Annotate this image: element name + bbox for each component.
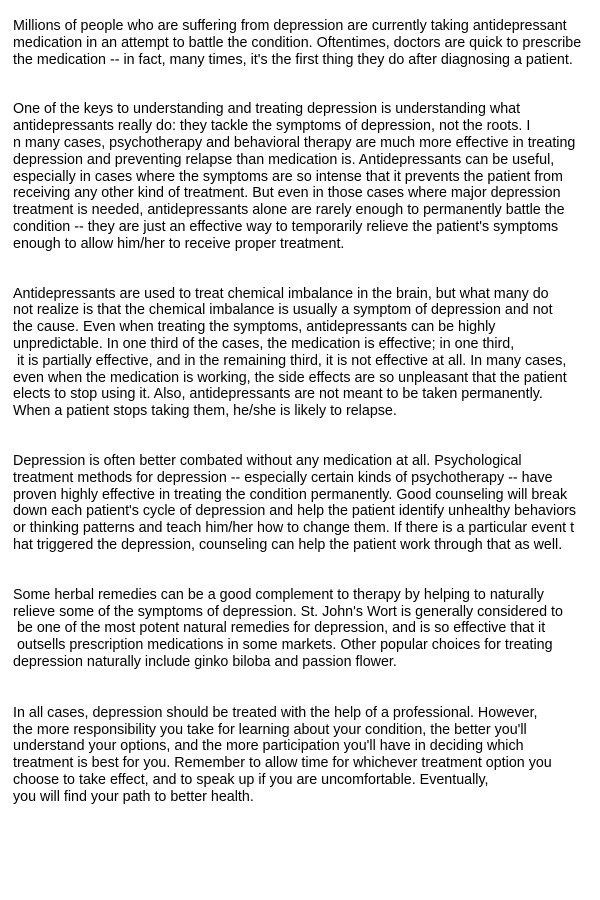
text-line: be one of the most potent natural remedies for depression, and is so effective that it [13,620,546,637]
text-line: When a patient stops taking them, he/she is likely to relapse. [13,403,397,420]
text-line: choose to take effect, and to speak up if you are uncomfortable. Eventually, [13,771,489,788]
text-line: even when the medication is working, the side effects are so unpleasant that the patient [13,369,567,386]
text-line: antidepressants really do: they tackle the symptoms of depression, not the roots. I [13,118,531,135]
paragraph-spacer [13,554,598,587]
paragraph-spacer [13,671,598,705]
text-line: treatment is best for you. Remember to allow time for whichever treatment option you [13,755,552,772]
text-line: you will find your path to better health. [13,788,254,805]
text-line: down each patient's cycle of depression and help the patient identify unhealthy behaviors [13,503,577,520]
text-line: it is partially effective, and in the remaining third, it is not effective at all. In many cases, [13,352,567,369]
text-line: hat triggered the depression, counseling can help the patient work through that as well. [13,536,563,553]
text-line: not realize is that the chemical imbalance is usually a symptom of depression and not [13,302,553,319]
paragraph-1 [13,18,598,68]
paragraph-6 [13,705,598,806]
text-line: Millions of people who are suffering from depression are currently taking antidepressant [13,18,567,34]
article-body [13,18,598,805]
text-line: unpredictable. In one third of the cases, the medication is effective; in one third, [13,335,515,352]
text-line: In all cases, depression should be treated with the help of a professional. However, [13,704,538,721]
text-line: condition -- they are just an effective way to temporarily relieve the patient's symptoms [13,218,559,235]
text-line: Depression is often better combated without any medication at all. Psychological [13,452,522,469]
text-line: depression naturally include ginko biloba and passion flower. [13,653,397,670]
text-line: medication in an attempt to battle the condition. Oftentimes, doctors are quick to prescribe [13,34,582,51]
text-line: or thinking patterns and teach him/her how to change them. If there is a particular event t [13,520,575,537]
text-line: elects to stop using it. Also, antidepressants are not meant to be taken permanently. [13,386,543,403]
text-line: outsells prescription medications in some markets. Other popular choices for treating [13,637,553,654]
paragraph-4 [13,453,598,554]
text-line: treatment methods for depression -- especially certain kinds of psychotherapy -- have [13,469,553,486]
paragraph-spacer [13,420,598,453]
paragraph-3 [13,286,598,420]
text-line: the medication -- in fact, many times, it's the first thing they do after diagnosing a patient. [13,51,573,68]
text-line: proven highly effective in treating the condition permanently. Good counseling will break [13,486,568,503]
paragraph-spacer [13,68,598,101]
text-line: the more responsibility you take for learning about your condition, the better you'll [13,721,527,738]
text-line: the cause. Even when treating the symptoms, antidepressants can be highly [13,319,496,336]
paragraph-spacer [13,253,598,286]
text-line: depression and preventing relapse than medication is. Antidepressants can be useful, [13,151,555,168]
text-line: enough to allow him/her to receive proper treatment. [13,235,345,252]
text-line: n many cases, psychotherapy and behavioral therapy are much more effective in treating [13,134,576,151]
text-line: Some herbal remedies can be a good complement to therapy by helping to naturally [13,586,544,603]
text-line: especially in cases where the symptoms are so intense that it prevents the patient from [13,168,563,185]
text-line: understand your options, and the more participation you'll have in deciding which [13,738,524,755]
text-line: receiving any other kind of treatment. But even in those cases where major depression [13,185,561,202]
paragraph-5 [13,587,598,671]
text-line: relieve some of the symptoms of depression. St. John's Wort is generally considered to [13,603,563,620]
text-line: treatment is needed, antidepressants alone are rarely enough to permanently battle the [13,202,565,219]
text-line: Antidepressants are used to treat chemical imbalance in the brain, but what many do [13,285,549,302]
text-line: One of the keys to understanding and treating depression is understanding what [13,101,521,118]
paragraph-2 [13,101,598,252]
